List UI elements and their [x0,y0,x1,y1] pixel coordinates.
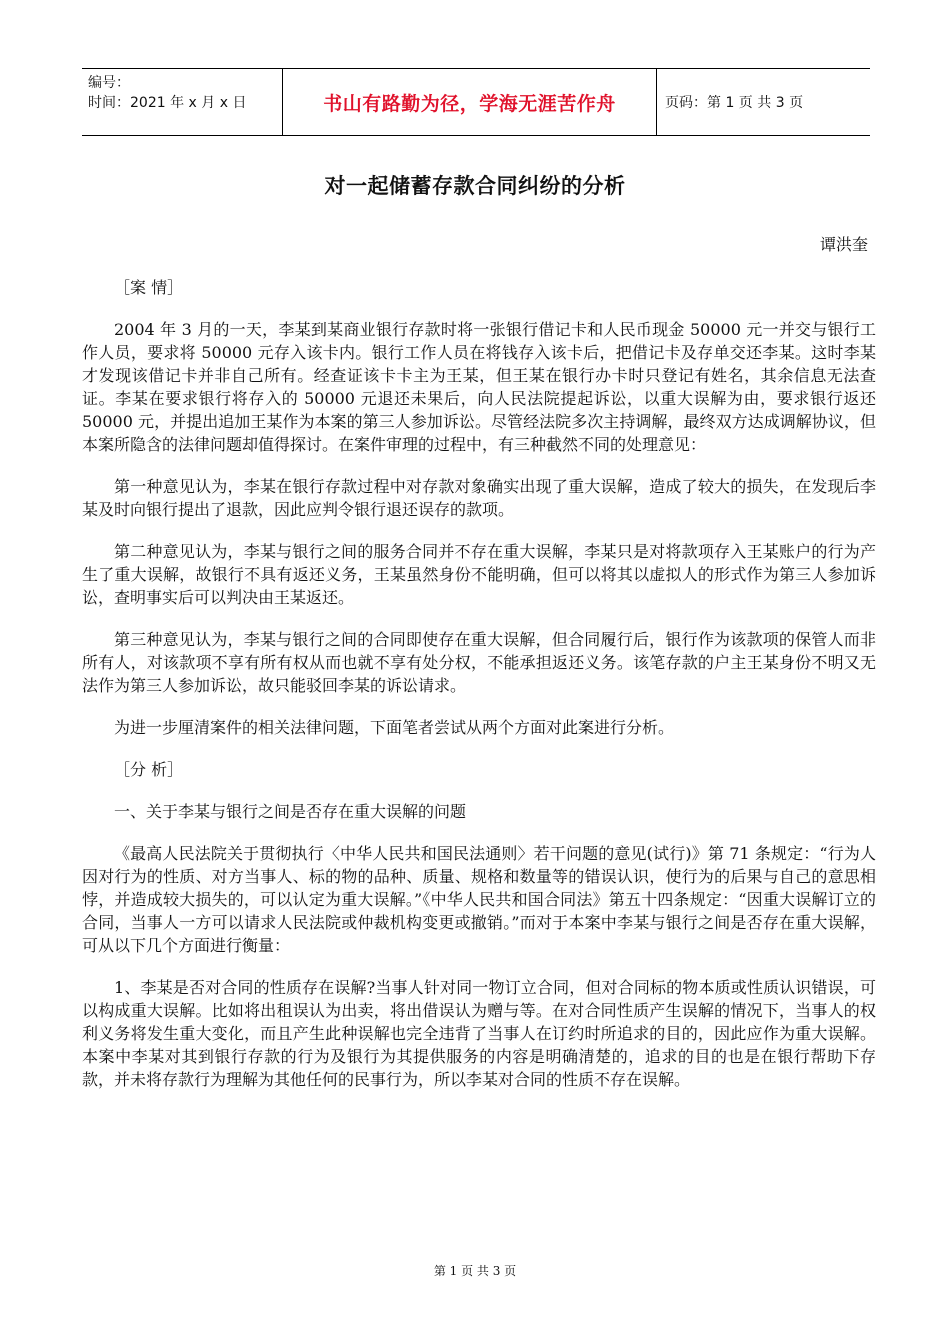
header-meta [82,69,282,135]
document-title: 对一起储蓄存款合同纠纷的分析 [324,174,626,198]
section-heading-analysis: ［分 析］ [114,760,184,779]
document-header [82,68,870,136]
section-heading-case: ［案 情］ [114,278,184,297]
header-motto: 书山有路勤为径，学海无涯苦作舟 [282,69,657,135]
document-number-label: 编号： [88,75,130,91]
paragraph: 为进一步厘清案件的相关法律问题，下面笔者尝试从两个方面对此案进行分析。 [114,718,675,737]
page-footer: 第 1 页 共 3 页 [433,1264,517,1278]
paragraph: 第一种意见认为，李某在银行存款过程中对存款对象确实出现了重大误解，造成了较大的损失，在发现后李某及时向银行提出了退款，因此应判令银行退还误存的款项。 [82,477,876,519]
header-page-info: 页码：第 1 页 共 3 页 [665,95,804,111]
document-date: 时间：2021 年 x 月 x 日 [88,95,247,111]
paragraph: 《最高人民法院关于贯彻执行〈中华人民共和国民法通则〉若干问题的意见(试行)》第 71 条规定：“行为人因对行为的性质、对方当事人、标的物的品种、质量、规格和数量等的错误认识，使行为的后果与自己的意思相悖，并造成较大损失的，可以认定为重大误解。”《中华人民共和国合同法》第五十四条规定：“因重大误解订立的合同，当事人一方可以请求人民法院或仲裁机构变更或撤销。”而对于本案中李某与银行之间是否存在重大误解，可从以下几个方面进行衡量： [82,844,876,955]
subsection-heading: 一、关于李某与银行之间是否存在重大误解的问题 [114,802,467,821]
document-body [82,276,876,1110]
paragraph: 1、李某是否对合同的性质存在误解?当事人针对同一物订立合同，但对合同标的物本质或性质认识错误，可以构成重大误解。比如将出租误认为出卖，将出借误认为赠与等。在对合同性质产生误解的情况下，当事人的权利义务将发生重大变化，而且产生此种误解也完全违背了当事人在订约时所追求的目的，因此应作为重大误解。本案中李某对其到银行存款的行为及银行为其提供服务的内容是明确清楚的，追求的目的也是在银行帮助下存款，并未将存款行为理解为其他任何的民事行为，所以李某对合同的性质不存在误解。 [82,978,876,1089]
paragraph: 2004 年 3 月的一天，李某到某商业银行存款时将一张银行借记卡和人民币现金 50000 元一并交与银行工作人员，要求将 50000 元存入该卡内。银行工作人员在将钱存入该卡后，把借记卡及存单交还李某。这时李某才发现该借记卡并非自己所有。经查证该卡卡主为王某，但王某在银行办卡时只登记有姓名，其余信息无法查证。李某在要求银行将存入的 50000 元退还未果后，向人民法院提起诉讼，以重大误解为由，要求银行返还 50000 元，并提出追加王某作为本案的第三人参加诉讼。尽管经法院多次主持调解，最终双方达成调解协议，但本案所隐含的法律问题却值得探讨。在案件审理的过程中，有三种截然不同的处理意见： [82,320,876,454]
paragraph: 第二种意见认为，李某与银行之间的服务合同并不存在重大误解，李某只是对将款项存入王某账户的行为产生了重大误解，故银行不具有返还义务，王某虽然身份不能明确，但可以将其以虚拟人的形式作为第三人参加诉讼，查明事实后可以判决由王某返还。 [82,542,876,607]
paragraph: 第三种意见认为，李某与银行之间的合同即使存在重大误解，但合同履行后，银行作为该款项的保管人而非所有人，对该款项不享有所有权从而也就不享有处分权，不能承担返还义务。该笔存款的户主王某身份不明又无法作为第三人参加诉讼，故只能驳回李某的诉讼请求。 [82,630,876,695]
document-author: 谭洪奎 [819,235,868,254]
